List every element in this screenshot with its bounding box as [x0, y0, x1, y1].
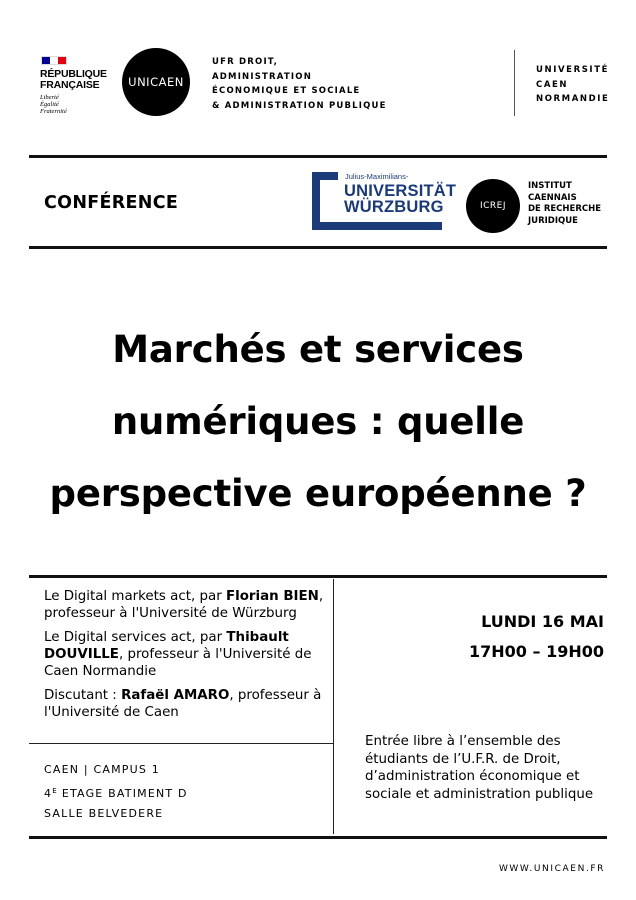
icrej-name-line: INSTITUT [528, 181, 572, 191]
speaker-item [44, 629, 328, 680]
icrej-name-line: DE RECHERCHE [528, 204, 602, 214]
program-bottom-rule [29, 836, 607, 839]
location-rule [29, 743, 333, 744]
speaker-affiliation: , professeur à l'Université de Würzburg [44, 589, 324, 621]
location-line [44, 781, 188, 805]
speaker-topic: Le Digital services act, par [44, 630, 227, 645]
top-rule [29, 155, 607, 158]
flag-white-stripe [50, 57, 58, 64]
band-bottom-rule [29, 246, 607, 249]
motto-line: Égalité [40, 101, 59, 108]
ufr-name [212, 55, 387, 113]
wurzburg-name [344, 183, 456, 215]
speaker-topic: Discutant : [44, 688, 122, 703]
university-name-line: CAEN [536, 79, 569, 90]
republique-title-line: FRANÇAISE [40, 79, 100, 91]
flag-blue-stripe [42, 57, 50, 64]
floor-suffix: E [52, 786, 58, 795]
speakers-list [44, 588, 328, 728]
ufr-name-line: & ADMINISTRATION PUBLIQUE [212, 100, 387, 111]
program-top-rule [29, 575, 607, 578]
icrej-logo-text: ICREJ [479, 201, 507, 211]
motto-line: Fraternité [40, 108, 67, 115]
conference-title [18, 314, 618, 530]
event-date: LUNDI 16 MAI [481, 612, 604, 631]
conference-label: CONFÉRENCE [44, 193, 179, 213]
event-location [44, 760, 188, 825]
speaker-item [44, 588, 328, 622]
republique-motto [40, 94, 112, 115]
website-link[interactable]: WWW.UNICAEN.FR [498, 864, 605, 874]
french-flag-icon [41, 56, 67, 65]
speaker-name: Thibault DOUVILLE [44, 630, 289, 662]
ufr-name-line: ADMINISTRATION [212, 71, 313, 82]
unicaen-logo [122, 48, 190, 116]
wurzburg-name-line: UNIVERSITÄT [344, 182, 457, 200]
title-line: perspective européenne ? [49, 472, 587, 515]
speaker-affiliation: , professeur à l'Université de Caen Normandie [44, 647, 312, 679]
speaker-affiliation: , professeur à l'Université de Caen [44, 688, 322, 720]
speaker-topic: Le Digital markets act, par [44, 589, 226, 604]
event-time: 17H00 – 19H00 [469, 642, 604, 661]
building-text: ETAGE BATIMENT D [57, 786, 188, 800]
university-name-line: UNIVERSITÉ [536, 65, 609, 75]
speaker-item [44, 687, 328, 721]
speaker-name: Rafaël AMARO [121, 688, 230, 703]
flag-red-stripe [58, 57, 66, 64]
republique-title-line: RÉPUBLIQUE [40, 68, 107, 80]
location-line: SALLE BELVEDERE [44, 807, 164, 820]
icrej-name-line: JURIDIQUE [528, 215, 578, 226]
wurzburg-name-line: WÜRZBURG [344, 198, 444, 216]
event-datetime [469, 607, 604, 667]
university-name-line: NORMANDIE [536, 94, 610, 104]
unicaen-logo-text: UNICAEN [128, 75, 184, 89]
university-name [536, 63, 609, 107]
icrej-logo [466, 179, 520, 233]
location-line: CAEN | CAMPUS 1 [44, 763, 160, 776]
program-divider [333, 579, 334, 834]
title-line: Marchés et services [112, 328, 524, 371]
entry-info: Entrée libre à l’ensemble des étudiants de l’U.F.R. de Droit, d’administration économique et sociale et administration publique [365, 734, 594, 802]
ufr-name-line: ÉCONOMIQUE ET SOCIALE [212, 86, 361, 96]
icrej-name-line: CAENNAIS [528, 192, 577, 203]
wurzburg-subtitle: Julius-Maximilians- [345, 172, 409, 181]
speaker-name: Florian BIEN [225, 589, 319, 604]
header-divider [514, 50, 515, 116]
motto-line: Liberté [40, 94, 59, 101]
floor-number: 4 [44, 786, 53, 800]
title-line: numériques : quelle [111, 400, 525, 443]
ufr-name-line: UFR DROIT, [212, 57, 279, 67]
icrej-name [528, 181, 601, 227]
republique-francaise-logo [40, 56, 112, 115]
republique-title [40, 69, 112, 91]
